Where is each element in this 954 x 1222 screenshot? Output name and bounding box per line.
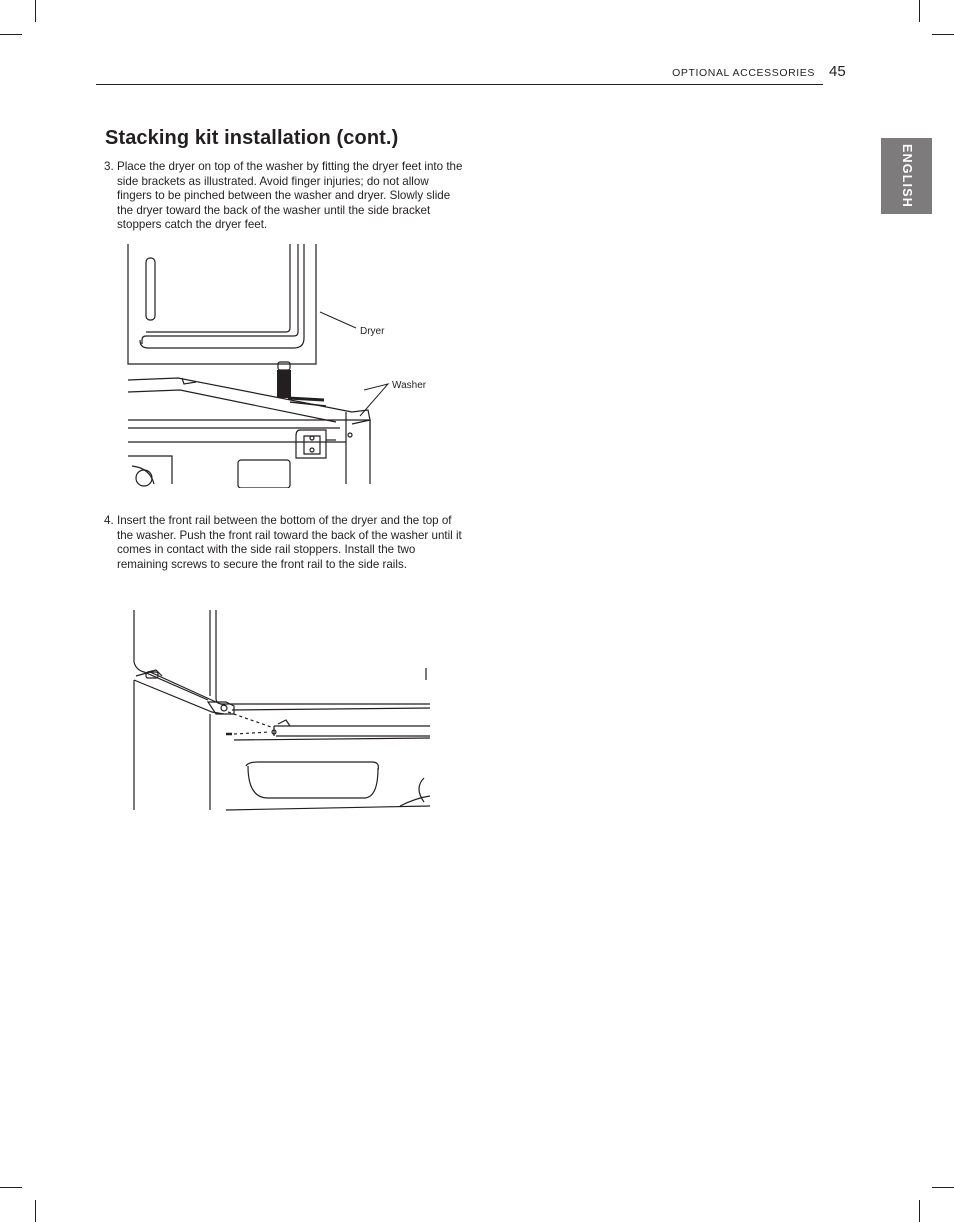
crop-mark (919, 0, 920, 22)
running-head (96, 62, 823, 85)
crop-mark (35, 0, 36, 22)
step-3 (104, 160, 464, 233)
callout-washer: Washer (392, 380, 427, 391)
page-number: 45 (829, 63, 846, 80)
step-text: Insert the front rail between the bottom of the dryer and the top of the washer. Push the front rail toward the back of the washer until it comes in contact with the side rail stoppers. Install the two remaining screws to secure the front rail to the side rails. (117, 514, 462, 571)
step-number: 3. (104, 160, 114, 173)
language-tab-label: ENGLISH (899, 144, 914, 208)
section-name: OPTIONAL ACCESSORIES (672, 67, 815, 79)
language-tab (881, 138, 932, 214)
crop-mark (35, 1200, 36, 1222)
crop-mark (0, 34, 22, 35)
step-number: 4. (104, 514, 114, 527)
figure-dryer-on-washer (120, 244, 440, 488)
step-4 (104, 514, 464, 572)
callout-dryer: Dryer (360, 326, 385, 337)
crop-mark (919, 1200, 920, 1222)
figure-front-rail (128, 610, 430, 812)
crop-mark (0, 1187, 22, 1188)
step-text: Place the dryer on top of the washer by fitting the dryer feet into the side brackets as illustrated. Avoid finger injuries; do not allow fingers to be pinched between the washer and dryer. Slowly slide the dryer toward the back of the washer until the side bracket stoppers catch the dryer feet. (117, 160, 463, 232)
section-heading: Stacking kit installation (cont.) (105, 127, 399, 149)
crop-mark (932, 1187, 954, 1188)
crop-mark (932, 34, 954, 35)
